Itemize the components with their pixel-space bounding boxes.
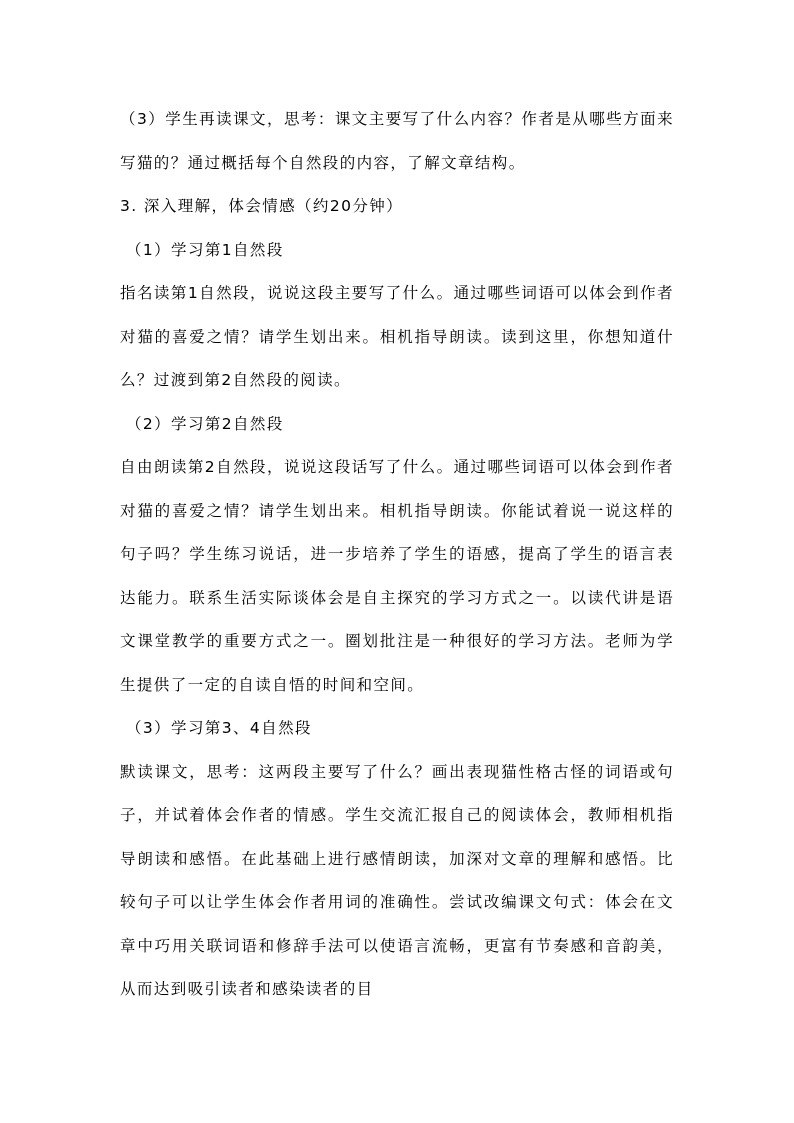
paragraph-reread: （3）学生再读课文，思考：课文主要写了什么内容？作者是从哪些方面来写猫的？通过概括每个自然段的内容，了解文章结构。 xyxy=(120,110,674,172)
heading-deep-understanding: 3. 深入理解，体会情感（约20分钟） xyxy=(120,197,404,215)
paragraph-study-2: 自由朗读第2自然段，说说这段话写了什么。通过哪些词语可以体会到作者对猫的喜爱之情？请学生划出来。相机指导朗读。你能试着说一说这样的句子吗？学生练习说话，进一步培养了学生的语感，提高了学生的语言表达能力。联系生活实际谈体会是自主探究的学习方式之一。以读代讲是语文课堂教学的重要方式之一。圈划批注是一种很好的学习方法。老师为学生提供了一定的自读自悟的时间和空间。 xyxy=(120,458,674,694)
paragraph-study-1: 指名读第1自然段，说说这段主要写了什么。通过哪些词语可以体会到作者对猫的喜爱之情？请学生划出来。相机指导朗读。读到这里，你想知道什么？过渡到第2自然段的阅读。 xyxy=(120,284,674,389)
subheading-paragraph-3-4: （3）学习第3、4自然段 xyxy=(126,719,312,737)
subheading-paragraph-2: （2）学习第2自然段 xyxy=(126,414,284,433)
subheading-paragraph-1: （1）学习第1自然段 xyxy=(126,240,284,259)
paragraph-study-3-4: 默读课文，思考：这两段主要写了什么？画出表现猫性格古怪的词语或句子，并试着体会作者的情感。学生交流汇报自己的阅读体会，教师相机指导朗读和感悟。在此基础上进行感情朗读，加深对文章的理解和感悟。比较句子可以让学生体会作者用词的准确性。尝试改编课文句式：体会在文章中巧用关联词语和修辞手法可以使语言流畅，更富有节奏感和音韵美，从而达到吸引读者和感染读者的目 xyxy=(120,762,674,998)
